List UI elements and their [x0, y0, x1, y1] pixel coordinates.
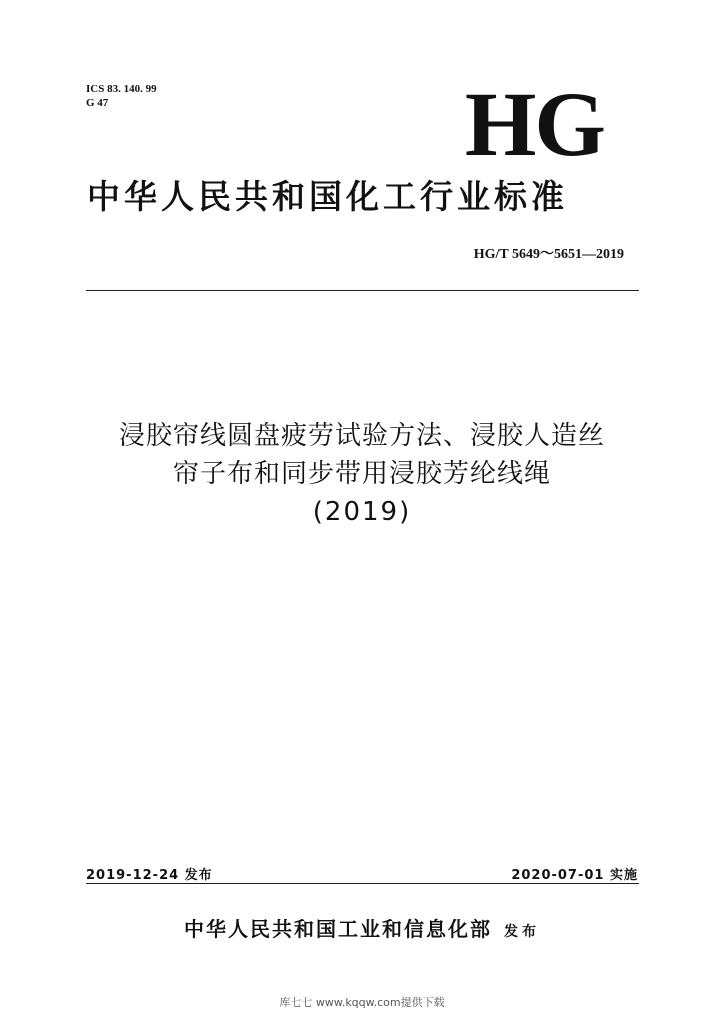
title-line-3: (2019) [312, 497, 412, 527]
publisher-line [0, 913, 724, 942]
standard-number: HG/T 5649～5651—2019 [473, 247, 624, 262]
bottom-divider [86, 883, 639, 884]
industry-standard-title: 中华人民共和国化工行业标准 [87, 177, 568, 216]
ics-code: ICS 83. 140. 99 [86, 83, 157, 95]
publisher-organization: 中华人民共和国工业和信息化部 [184, 917, 492, 941]
implementation-date: 2020-07-01 实施 [511, 868, 638, 883]
ccs-code: G 47 [86, 97, 109, 109]
document-title [40, 417, 684, 531]
hg-logo: HG [464, 73, 604, 175]
download-source-note: 库七七 www.kqqw.com提供下载 [279, 996, 445, 1009]
issue-date: 2019-12-24 发布 [86, 868, 213, 883]
top-divider [86, 290, 639, 291]
classification-codes [86, 82, 157, 110]
title-line-2: 帘子布和同步带用浸胶芳纶线绳 [172, 459, 551, 489]
publisher-action: 发布 [504, 924, 540, 940]
title-line-1: 浸胶帘线圆盘疲劳试验方法、浸胶人造丝 [118, 421, 605, 451]
